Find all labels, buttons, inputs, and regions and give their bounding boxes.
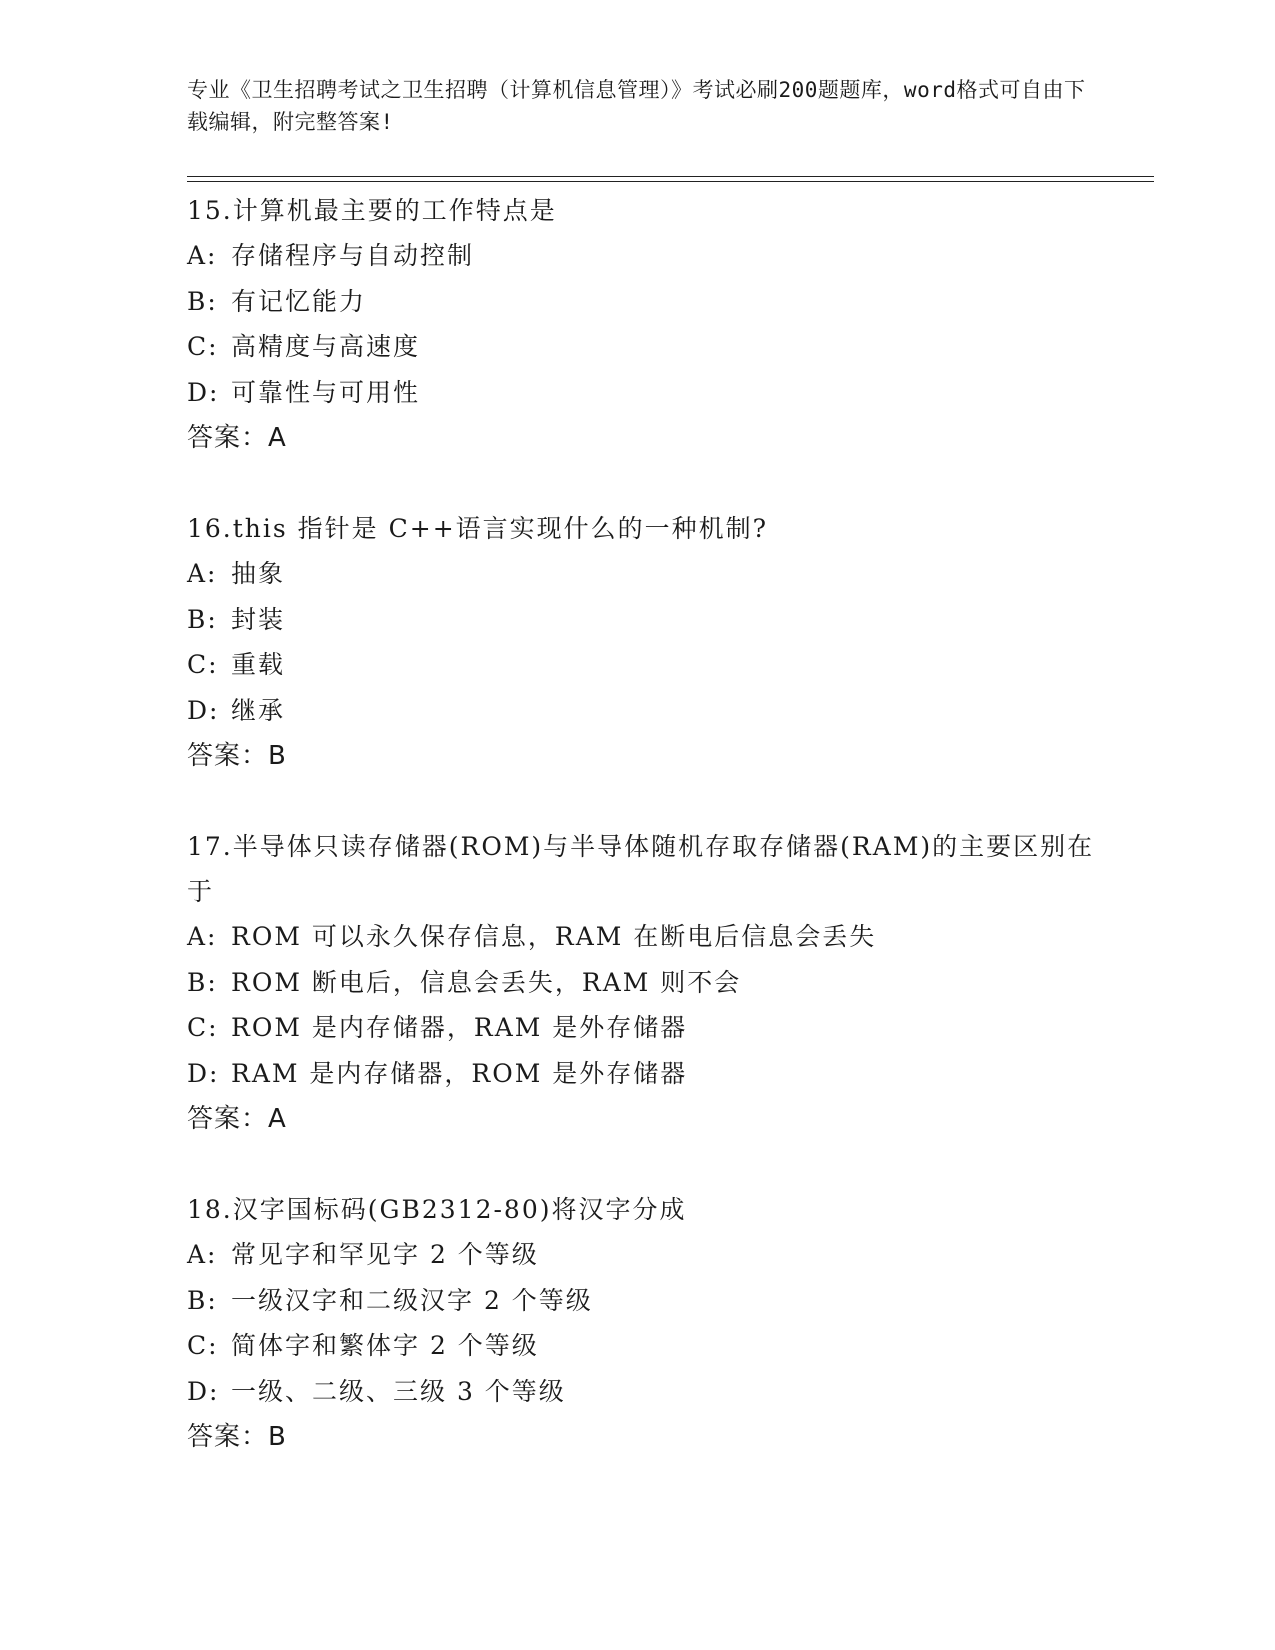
option-b — [187, 1278, 1107, 1324]
option-letter: A: — [187, 241, 218, 270]
option-text: 继承 — [231, 695, 286, 725]
option-d — [187, 688, 1107, 734]
header-divider-top — [187, 176, 1154, 177]
option-text: 一级、二级、三级 3 个等级 — [231, 1376, 566, 1406]
question-15 — [187, 188, 1107, 461]
option-letter: D: — [187, 377, 220, 407]
option-text: 抽象 — [231, 559, 286, 588]
option-letter: C: — [187, 332, 219, 361]
option-text: 存储程序与自动控制 — [231, 241, 475, 270]
option-letter: B: — [187, 286, 218, 316]
option-a — [187, 914, 1107, 960]
question-stem: 18.汉字国标码(GB2312-80)将汉字分成 — [187, 1195, 687, 1224]
option-text: 可靠性与可用性 — [231, 377, 421, 407]
option-letter: B: — [187, 1285, 218, 1315]
option-letter: B: — [187, 967, 218, 997]
option-letter: A: — [187, 559, 218, 588]
option-letter: C: — [187, 1013, 219, 1042]
question-18 — [187, 1187, 1107, 1460]
option-text: 重载 — [231, 650, 286, 679]
option-letter: C: — [187, 1331, 219, 1360]
option-d — [187, 370, 1107, 416]
question-list — [187, 188, 1107, 1505]
option-text: 常见字和罕见字 2 个等级 — [231, 1240, 539, 1269]
option-c — [187, 324, 1107, 370]
option-text: 一级汉字和二级汉字 2 个等级 — [231, 1285, 593, 1315]
question-stem: 16.this 指针是 C++语言实现什么的一种机制? — [187, 514, 769, 543]
option-letter: D: — [187, 1376, 220, 1406]
option-d — [187, 1369, 1107, 1415]
option-letter: C: — [187, 650, 219, 679]
option-letter: A: — [187, 922, 218, 951]
option-text: 简体字和繁体字 2 个等级 — [231, 1331, 539, 1360]
answer-line: 答案：B — [187, 741, 287, 771]
option-c — [187, 1323, 1107, 1369]
option-text: 有记忆能力 — [231, 286, 367, 316]
question-stem: 15.计算机最主要的工作特点是 — [187, 196, 557, 225]
header-divider-bottom — [187, 181, 1154, 182]
option-letter: B: — [187, 604, 218, 634]
option-text: 高精度与高速度 — [231, 332, 421, 361]
question-16 — [187, 506, 1107, 779]
option-letter: A: — [187, 1240, 218, 1269]
option-a — [187, 233, 1107, 279]
option-letter: D: — [187, 1058, 220, 1088]
option-b — [187, 960, 1107, 1006]
option-b — [187, 279, 1107, 325]
option-text: ROM 是内存储器，RAM 是外存储器 — [231, 1013, 688, 1042]
answer-line: 答案：A — [187, 1104, 287, 1134]
option-c — [187, 642, 1107, 688]
document-header: 专业《卫生招聘考试之卫生招聘（计算机信息管理）》考试必刷200题题库，word格式可自由下载编辑，附完整答案! — [187, 78, 1086, 134]
question-17 — [187, 824, 1107, 1142]
option-b — [187, 597, 1107, 643]
option-d — [187, 1051, 1107, 1097]
option-a — [187, 551, 1107, 597]
option-text: ROM 断电后，信息会丢失，RAM 则不会 — [231, 967, 742, 997]
option-text: ROM 可以永久保存信息，RAM 在断电后信息会丢失 — [231, 922, 877, 951]
option-a — [187, 1232, 1107, 1278]
question-stem: 17.半导体只读存储器(ROM)与半导体随机存取存储器(RAM)的主要区别在于 — [187, 832, 1095, 906]
answer-line: 答案：B — [187, 1422, 287, 1452]
answer-line: 答案：A — [187, 423, 287, 453]
option-text: 封装 — [231, 604, 286, 634]
option-letter: D: — [187, 695, 220, 725]
option-text: RAM 是内存储器，ROM 是外存储器 — [231, 1058, 688, 1088]
option-c — [187, 1005, 1107, 1051]
